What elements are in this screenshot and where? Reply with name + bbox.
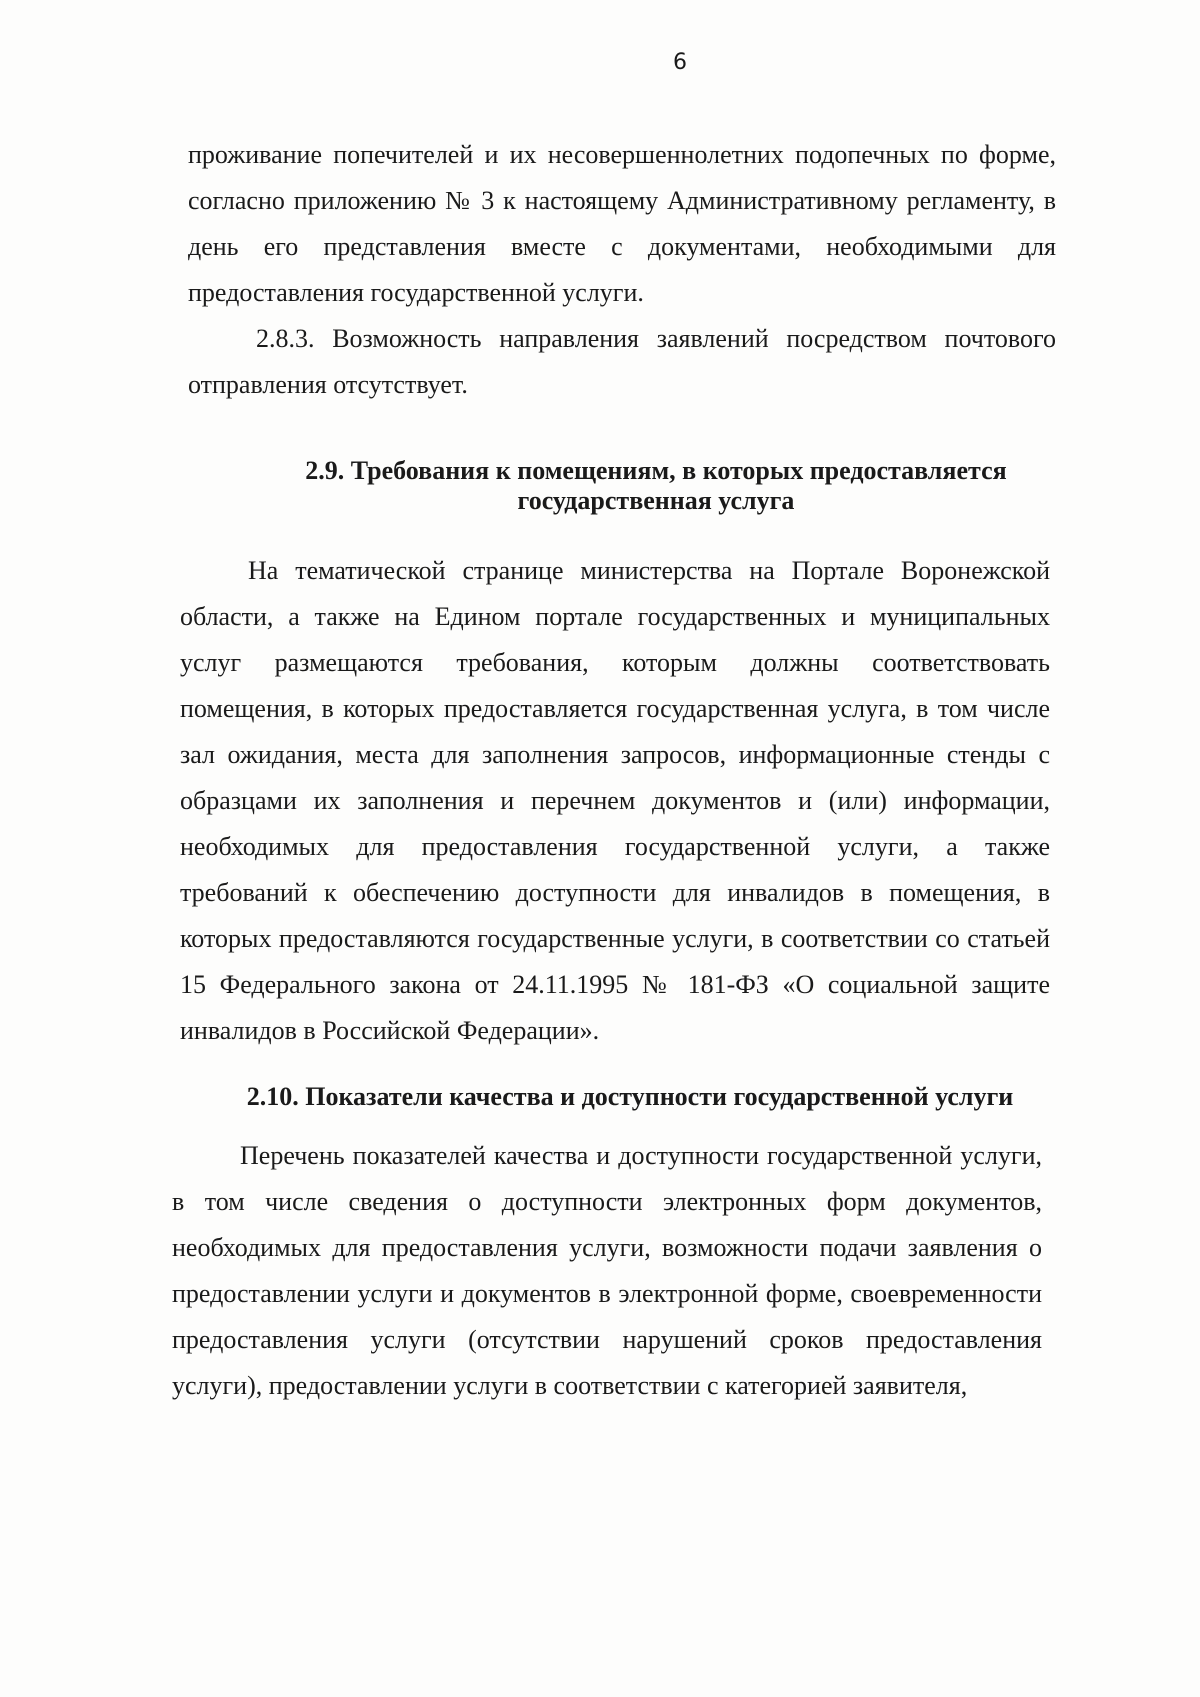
intro-paragraph-2: 2.8.3. Возможность направления заявлений посредством почтового отправления отсутствует. [188, 324, 1056, 399]
section-2-10-body: Перечень показателей качества и доступности государственной услуги, в том числе сведения о доступности электронных форм документов, необходимых для предоставления услуги, возможности подачи заявления о предоставлении услуги и документов в электронной форме, своевременности предоставления услуги (отсутствии нарушений сроков предоставления услуги), предоставлении услуги в соответствии с категорией заявителя, [172, 1141, 1042, 1400]
intro-paragraph-1: проживание попечителей и их несовершеннолетних подопечных по форме, согласно приложению № 3 к настоящему Административному регламенту, в день его представления вместе с документами, необходимыми для предоставления государственной услуги. [188, 140, 1056, 307]
section-2-9-body-block [180, 548, 1050, 1054]
section-2-10-heading: 2.10. Показатели качества и доступности государственной услуги [246, 1082, 1014, 1111]
section-2-9-heading [260, 456, 1052, 516]
section-2-10-body-block [172, 1133, 1042, 1409]
section-2-9-heading-line2: государственная услуга [517, 486, 795, 515]
section-2-9-heading-line1: 2.9. Требования к помещениям, в которых предоставляется [305, 456, 1007, 485]
page-number: 6 [673, 50, 687, 75]
section-2-9-body: На тематической странице министерства на Портале Воронежской области, а также на Едином портале государственных и муниципальных услуг размещаются требования, которым должны соответствовать помещения, в которых предоставляется государственная услуга, в том числе зал ожидания, места для заполнения запросов, информационные стенды с образцами их заполнения и перечнем документов и (или) информации, необходимых для предоставления государственной услуги, а также требований к обеспечению доступности для инвалидов в помещения, в которых предоставляются государственные услуги, в соответствии со статьей 15 Федерального закона от 24.11.1995 № 181-ФЗ «О социальной защите инвалидов в Российской Федерации». [180, 556, 1050, 1045]
intro-block [188, 132, 1056, 408]
